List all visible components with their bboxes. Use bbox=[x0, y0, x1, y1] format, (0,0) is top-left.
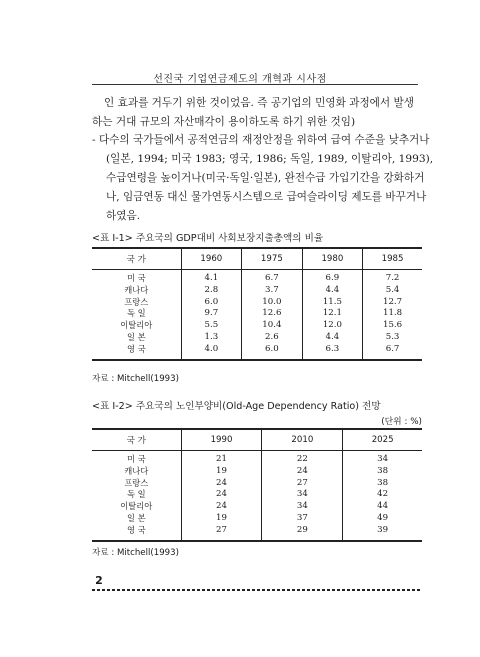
table-cell: 9.7 bbox=[181, 308, 242, 320]
table-row bbox=[92, 297, 422, 309]
table-cell: 4.4 bbox=[302, 332, 363, 344]
table-2-caption: <표 I-2> 주요국의 노인부양비(Old-Age Dependency Ratio) 전망 bbox=[92, 401, 381, 412]
table-cell: 2.8 bbox=[181, 285, 242, 297]
table-row bbox=[92, 308, 422, 320]
table-cell: 12.7 bbox=[363, 297, 422, 309]
table-cell-country: 이탈리아 bbox=[120, 501, 153, 512]
table-cell: 38 bbox=[343, 478, 422, 490]
table-cell: 24 bbox=[181, 478, 262, 490]
table-cell: 21 bbox=[181, 451, 262, 466]
table-row bbox=[92, 501, 422, 513]
table-row bbox=[92, 525, 422, 541]
table-row bbox=[92, 489, 422, 501]
table-row bbox=[92, 451, 422, 466]
table-cell: 3.7 bbox=[242, 285, 303, 297]
table-cell: 6.9 bbox=[302, 270, 363, 285]
table-cell: 10.0 bbox=[242, 297, 303, 309]
page-number: 2 bbox=[95, 574, 103, 587]
table-cell-country: 프랑스 bbox=[124, 296, 149, 307]
table-1-source: 자료 : Mitchell(1993) bbox=[92, 374, 179, 384]
table-cell-country: 독 일 bbox=[126, 308, 146, 319]
table-cell: 11.8 bbox=[363, 308, 422, 320]
column-header-year: 1980 bbox=[302, 248, 363, 270]
column-header-year: 2010 bbox=[262, 429, 343, 451]
table-cell-country: 미 국 bbox=[126, 273, 146, 283]
running-header: 선진국 기업연금제도의 개혁과 시사점 bbox=[153, 74, 327, 85]
table-cell: 34 bbox=[262, 489, 343, 501]
table-cell: 37 bbox=[262, 513, 343, 525]
table-cell-country: 캐나다 bbox=[124, 465, 149, 476]
page-number-rule bbox=[92, 589, 422, 591]
table-row bbox=[92, 344, 422, 360]
column-header-year: 2025 bbox=[343, 429, 422, 451]
table-cell: 5.4 bbox=[363, 285, 422, 297]
table-cell: 19 bbox=[181, 466, 262, 478]
table-cell: 6.7 bbox=[363, 344, 422, 360]
table-cell: 6.0 bbox=[181, 297, 242, 309]
table-cell: 12.1 bbox=[302, 308, 363, 320]
table-row bbox=[92, 320, 422, 332]
table-cell: 15.6 bbox=[363, 320, 422, 332]
column-header-year: 1985 bbox=[363, 248, 422, 270]
table-cell: 39 bbox=[343, 525, 422, 541]
table-cell-country: 독 일 bbox=[126, 489, 146, 500]
table-row bbox=[92, 285, 422, 297]
table-cell: 44 bbox=[343, 501, 422, 513]
table-header-row bbox=[92, 248, 422, 270]
table-cell: 24 bbox=[181, 501, 262, 513]
table-2 bbox=[92, 428, 422, 542]
paragraph-1: 인 효과를 거두기 위한 것이었음. 즉 공기업의 민영화 과정에서 발생하는 거대 규모의 자산매각이 용이하도록 하기 위한 것임) bbox=[92, 97, 414, 128]
table-row bbox=[92, 270, 422, 285]
table-cell: 5.5 bbox=[181, 320, 242, 332]
table-cell: 1.3 bbox=[181, 332, 242, 344]
table-cell-country: 일 본 bbox=[126, 512, 146, 523]
table-cell-country: 이탈리아 bbox=[120, 320, 153, 331]
table-cell: 7.2 bbox=[363, 270, 422, 285]
column-header-country: 국 가 bbox=[92, 429, 181, 451]
table-cell: 34 bbox=[262, 501, 343, 513]
table-cell: 19 bbox=[181, 513, 262, 525]
table-cell: 4.0 bbox=[181, 344, 242, 360]
table-cell: 2.6 bbox=[242, 332, 303, 344]
table-cell-country: 프랑스 bbox=[124, 477, 149, 488]
table-cell: 4.4 bbox=[302, 285, 363, 297]
table-cell: 6.7 bbox=[242, 270, 303, 285]
column-header-country: 국 가 bbox=[92, 248, 181, 270]
table-row bbox=[92, 466, 422, 478]
table-1 bbox=[92, 247, 422, 361]
table-header-row bbox=[92, 429, 422, 451]
table-2-source: 자료 : Mitchell(1993) bbox=[92, 548, 179, 558]
table-cell: 27 bbox=[262, 478, 343, 490]
header-rule bbox=[92, 84, 418, 85]
table-row bbox=[92, 513, 422, 525]
column-header-year: 1960 bbox=[181, 248, 242, 270]
table-cell: 34 bbox=[343, 451, 422, 466]
paragraph-2: - 다수의 국가들에서 공적연금의 재정안정을 위하여 급여 수준을 낮추거나(일본, 1994; 미국 1983; 영국, 1986; 독일, 1989, 이탈리아, 1993), 수급연령을 높이거나(미국·독일·일본), 완전수급 가입기간을 강화하거나, 임금연동 대신 물가연동시스템으로 급여슬라이딩 제도를 바꾸거나 하였음. bbox=[92, 134, 434, 222]
table-cell: 6.0 bbox=[242, 344, 303, 360]
table-cell: 49 bbox=[343, 513, 422, 525]
table-cell: 29 bbox=[262, 525, 343, 541]
table-2-unit: (단위 : %) bbox=[381, 417, 422, 427]
table-cell-country: 캐나다 bbox=[124, 284, 149, 295]
table-cell-country: 일 본 bbox=[126, 331, 146, 342]
table-cell-country: 미 국 bbox=[126, 454, 146, 464]
table-cell: 5.3 bbox=[363, 332, 422, 344]
table-cell: 12.0 bbox=[302, 320, 363, 332]
table-cell: 10.4 bbox=[242, 320, 303, 332]
table-cell: 24 bbox=[262, 466, 343, 478]
table-cell: 38 bbox=[343, 466, 422, 478]
table-row bbox=[92, 478, 422, 490]
table-cell: 4.1 bbox=[181, 270, 242, 285]
column-header-year: 1975 bbox=[242, 248, 303, 270]
table-cell-country: 영 국 bbox=[92, 344, 181, 360]
table-cell: 6.3 bbox=[302, 344, 363, 360]
table-cell-country: 영 국 bbox=[92, 525, 181, 541]
table-row bbox=[92, 332, 422, 344]
table-cell: 12.6 bbox=[242, 308, 303, 320]
table-1-caption: <표 I-1> 주요국의 GDP대비 사회보장지출총액의 비율 bbox=[92, 233, 324, 244]
column-header-year: 1990 bbox=[181, 429, 262, 451]
table-cell: 27 bbox=[181, 525, 262, 541]
table-cell: 24 bbox=[181, 489, 262, 501]
table-cell: 42 bbox=[343, 489, 422, 501]
table-cell: 22 bbox=[262, 451, 343, 466]
table-cell: 11.5 bbox=[302, 297, 363, 309]
